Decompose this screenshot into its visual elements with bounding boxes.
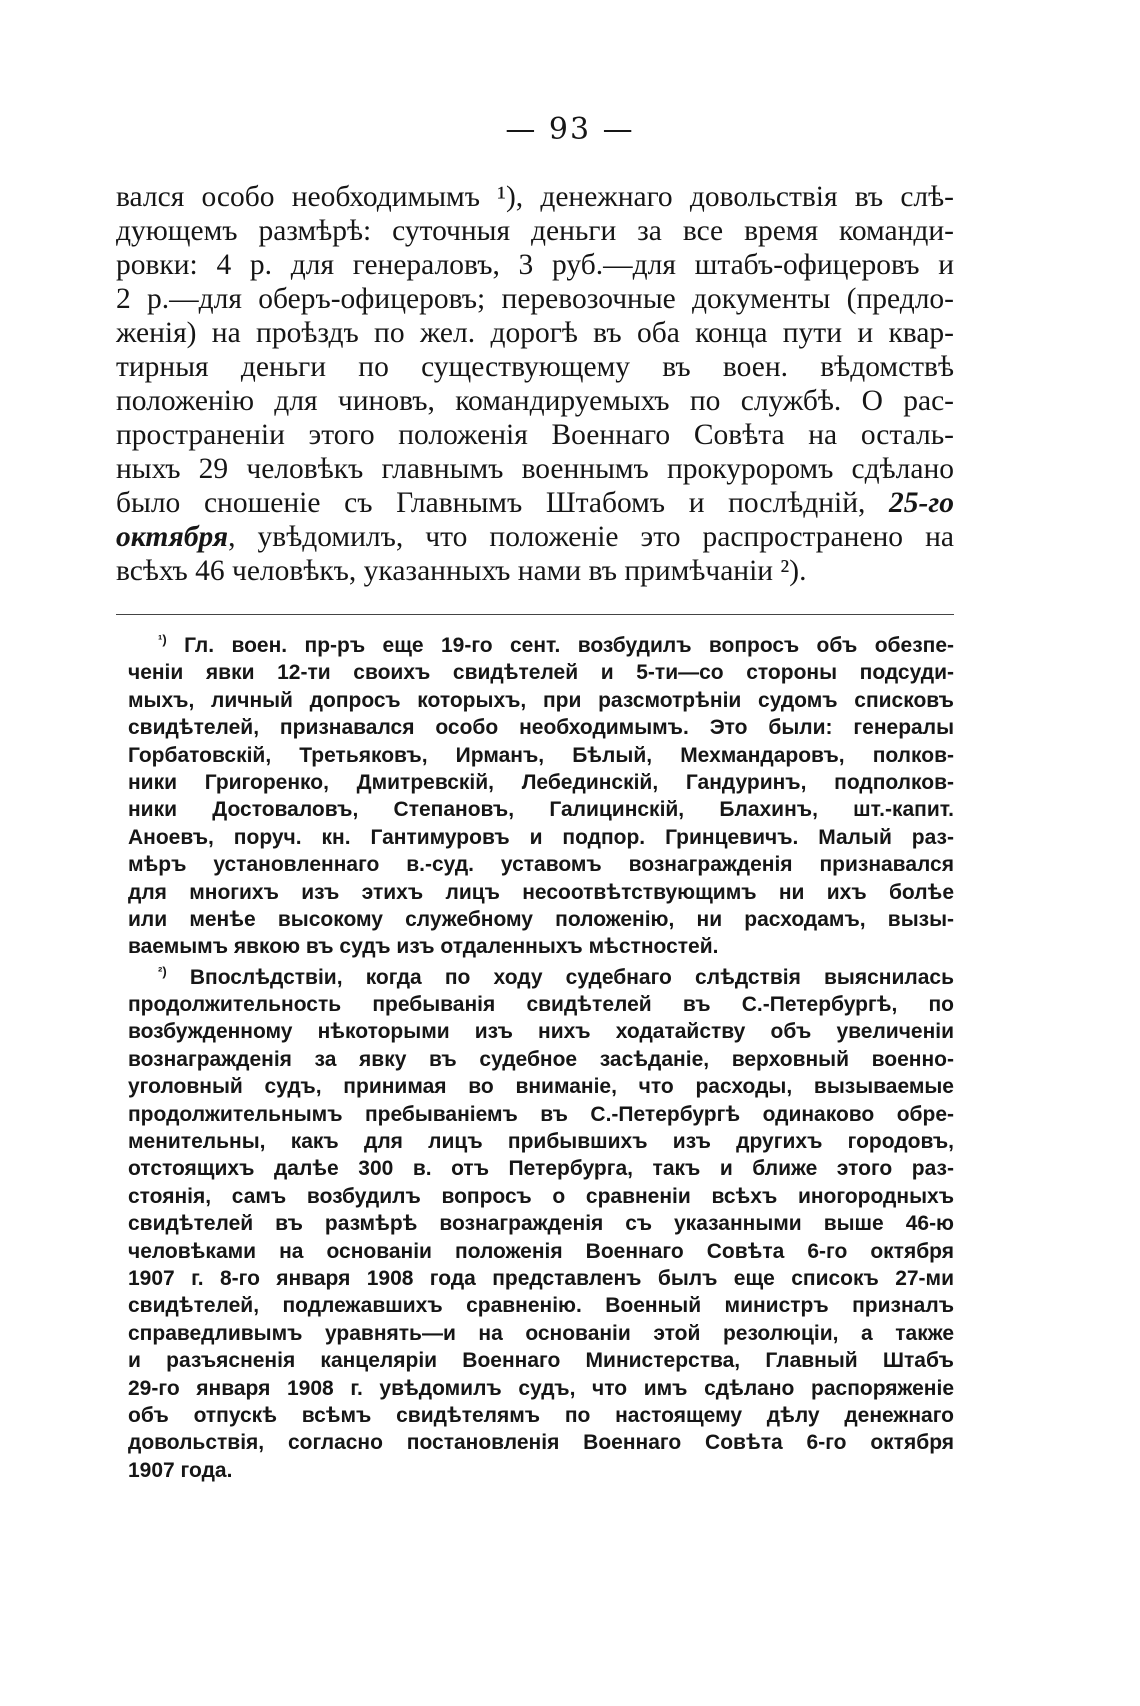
footnote-line: Горбатовскій, Третьяковъ, Ирманъ, Бѣлый, Мехмандаровъ, полков-	[128, 743, 954, 767]
footnote-1	[128, 632, 954, 961]
footnote-line: человѣками на основаніи положенія Военнаго Совѣта 6-го октября	[128, 1239, 954, 1263]
footnote-line: возбужденному нѣкоторыми изъ нихъ ходатайству объ увеличеніи	[128, 1020, 954, 1044]
italic-date: 25-го	[889, 487, 954, 519]
main-text-line: дующемъ размѣрѣ: суточныя деньги за все время команди-	[116, 215, 954, 247]
footnote-line: и разъясненія канцеляріи Военнаго Министерства, Главный Штабъ	[128, 1349, 954, 1373]
footnote-line: 29-го января 1908 г. увѣдомилъ судъ, что имъ сдѣлано распоряженіе	[128, 1376, 954, 1400]
footnote-line: или менѣе высокому служебному положенію, ни расходамъ, вызы-	[128, 907, 954, 931]
footnote-line: Аноевъ, поруч. кн. Гантимуровъ и подпор. Гринцевичъ. Малый раз-	[128, 825, 954, 849]
footnote-line: 1907 года.	[128, 1458, 233, 1482]
footnote-line: отстоящихъ далѣе 300 в. отъ Петербурга, такъ и ближе этого раз-	[128, 1157, 954, 1181]
footnote-line: мыхъ, личный допросъ которыхъ, при разсмотрѣніи судомъ списковъ	[128, 688, 954, 712]
footnote-line: ваемымъ явкою въ судъ изъ отдаленныхъ мѣстностей.	[128, 935, 719, 959]
footnote-line	[128, 632, 954, 659]
footnote-line: менительны, какъ для лицъ прибывшихъ изъ другихъ городовъ,	[128, 1130, 954, 1154]
main-text-line: октября, увѣдомилъ, что положеніе это распространено на	[116, 521, 954, 553]
footnote-line: для многихъ изъ этихъ лицъ несоотвѣтствующимъ ни ихъ болѣе	[128, 880, 954, 904]
main-text-line: ныхъ 29 человѣкъ главнымъ военнымъ прокуроромъ сдѣлано	[116, 453, 954, 485]
main-text-line: положенію для чиновъ, командируемыхъ по службѣ. О рас-	[116, 385, 954, 417]
footnote-marker: ¹)	[158, 632, 167, 647]
main-text-line: пространеніи этого положенія Военнаго Совѣта на осталь-	[116, 419, 954, 451]
main-text-line: тирныя деньги по существующему въ воен. вѣдомствѣ	[116, 351, 954, 383]
italic-date: октября	[116, 521, 229, 553]
footnote-line: ники Григоренко, Дмитревскій, Лебединскій, Гандуринъ, подполков-	[128, 770, 954, 794]
footnote-line	[128, 964, 954, 991]
main-text-line: было сношеніе съ Главнымъ Штабомъ и послѣдній, 25-го	[116, 487, 954, 519]
footnote-line: мѣръ установленнаго в.-суд. уставомъ вознагражденія признавался	[128, 853, 954, 877]
footnote-line: ченіи явки 12-ти своихъ свидѣтелей и 5-ти—со стороны подсуди-	[128, 661, 954, 685]
main-text-line: ровки: 4 р. для генераловъ, 3 руб.—для штабъ-офицеровъ и	[116, 249, 954, 281]
main-text-line: женія) на проѣздъ по жел. дорогѣ въ оба конца пути и квар-	[116, 317, 954, 349]
footnote-line: 1907 г. 8-го января 1908 года представленъ былъ еще списокъ 27-ми	[128, 1266, 954, 1290]
footnote-line: продолжительность пребыванія свидѣтелей въ С.-Петербургѣ, по	[128, 993, 954, 1017]
footnote-line: уголовный судъ, принимая во вниманіе, что расходы, вызываемые	[128, 1075, 954, 1099]
page-number: — 93 —	[505, 112, 635, 147]
footnote-line-text: Гл. воен. пр-ръ еще 19-го сент. возбудилъ вопросъ объ обезпе-	[184, 634, 954, 657]
main-text-line: всѣхъ 46 человѣкъ, указанныхъ нами въ примѣчаніи ²).	[116, 555, 807, 587]
footnote-line: объ отпускѣ всѣмъ свидѣтелямъ по настоящему дѣлу денежнаго	[128, 1403, 954, 1427]
footnote-2	[128, 964, 954, 1484]
footnote-line: стоянія, самъ возбудилъ вопросъ о сравненіи всѣхъ иногородныхъ	[128, 1184, 954, 1208]
footnote-line: ники Достоваловъ, Степановъ, Галицинскій, Блахинъ, шт.-капит.	[128, 798, 954, 822]
footnote-separator	[116, 614, 954, 615]
footnote-line: свидѣтелей, признавался особо необходимымъ. Это были: генералы	[128, 716, 954, 740]
main-text-line: вался особо необходимымъ ¹), денежнаго довольствія въ слѣ-	[116, 181, 954, 213]
main-text-line: 2 р.—для оберъ-офицеровъ; перевозочные документы (предло-	[116, 283, 954, 315]
footnote-line: свидѣтелей, подлежавшихъ сравненію. Военный министръ призналъ	[128, 1294, 954, 1318]
footnote-line: свидѣтелей въ размѣрѣ вознагражденія съ указанными выше 46-ю	[128, 1212, 954, 1236]
footnote-line: довольствія, согласно постановленія Военнаго Совѣта 6-го октября	[128, 1431, 954, 1455]
footnote-line-text: Впослѣдствіи, когда по ходу судебнаго слѣдствія выяснилась	[189, 965, 954, 989]
footnotes	[128, 632, 954, 1484]
footnote-line: продолжительнымъ пребываніемъ въ С.-Петербургѣ одинаково обре-	[128, 1102, 954, 1126]
footnote-line: вознагражденія за явку въ судебное засѣданіе, верховный военно-	[128, 1047, 954, 1071]
footnote-marker: ²)	[158, 963, 167, 979]
footnote-line: справедливымъ уравнять—и на основаніи этой резолюціи, а также	[128, 1321, 954, 1345]
main-text	[116, 180, 954, 588]
